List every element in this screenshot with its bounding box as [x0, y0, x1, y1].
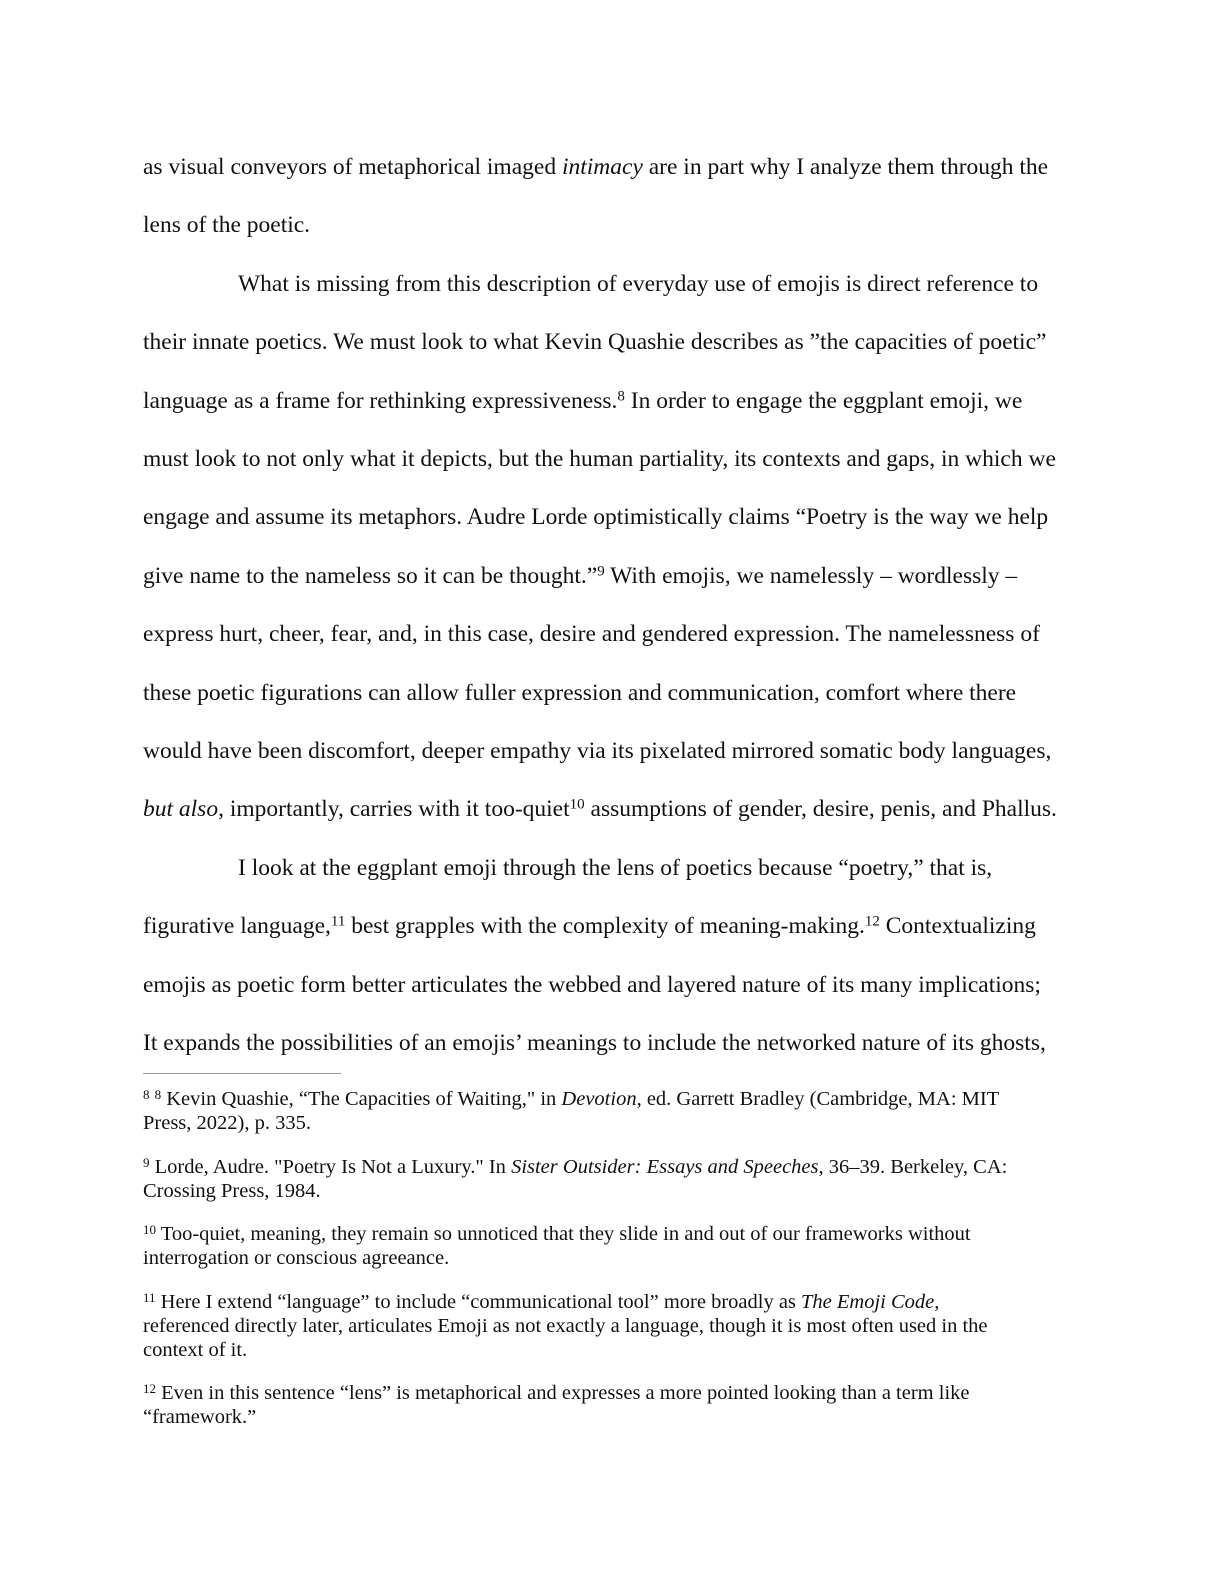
text-line: referenced directly later, articulates Emoji as not exactly a language, though it is most often used in the — [143, 1314, 988, 1337]
text-line: context of it. — [143, 1338, 248, 1361]
text-line: engage and assume its metaphors. Audre Lorde optimistically claims “Poetry is the way we help — [143, 504, 1049, 531]
footnote-separator — [143, 1073, 341, 1074]
text-run: give name to the nameless so it can be thought.” — [143, 562, 598, 589]
text-line — [143, 138, 1083, 196]
footnote-ref-9[interactable]: 9 — [597, 563, 605, 580]
text-run: as visual conveyors of metaphorical imaged — [143, 154, 562, 180]
text-line: these poetic figurations can allow fuller expression and communication, comfort where there — [143, 679, 1017, 706]
paragraph-3 — [143, 839, 1083, 1073]
text-run: Even in this sentence “lens” is metaphorical and expresses a more pointed looking than a term like — [156, 1382, 970, 1404]
text-line — [143, 1155, 1083, 1179]
footnote-12 — [143, 1381, 1083, 1429]
footnote-mark: 10 — [143, 1222, 156, 1238]
footnotes — [143, 1087, 1083, 1449]
text-line — [143, 1290, 1083, 1314]
footnote-mark: 8 — [154, 1087, 162, 1103]
italic-text: Sister Outsider: Essays and Speeches — [511, 1155, 819, 1178]
text-line — [143, 372, 1083, 430]
text-run: Lorde, Audre. "Poetry Is Not a Luxury." In — [149, 1155, 512, 1178]
footnote-mark: 11 — [143, 1289, 156, 1305]
paragraph-1 — [143, 138, 1083, 255]
text-line — [143, 780, 1083, 838]
italic-text: intimacy — [561, 154, 643, 180]
text-line — [143, 1087, 1083, 1111]
footnote-mark: 9 — [143, 1154, 150, 1170]
text-line: It expands the possibilities of an emojis’ meanings to include the networked nature of its ghosts, — [143, 1030, 1046, 1057]
text-run: best grapples with the complexity of meaning-making. — [345, 913, 865, 940]
text-run: language as a frame for rethinking expressiveness. — [143, 387, 618, 414]
text-line: I look at the eggplant emoji through the lens of poetics because “poetry,” that is, — [238, 854, 993, 881]
text-line: Press, 2022), p. 335. — [143, 1112, 311, 1134]
footnote-ref-10[interactable]: 10 — [569, 796, 585, 813]
text-line — [143, 547, 1083, 605]
text-line: would have been discomfort, deeper empathy via its pixelated mirrored somatic body languages, — [143, 738, 1052, 765]
text-line: lens of the poetic. — [143, 212, 311, 239]
text-run: , ed. Garrett Bradley (Cambridge, MA: MIT — [636, 1088, 1000, 1110]
text-run: figurative language, — [143, 913, 331, 940]
paragraph-2 — [143, 255, 1083, 839]
text-run: are in part why I analyze them through the — [642, 154, 1049, 180]
text-run: With emojis, we namelessly – wordlessly – — [604, 562, 1018, 589]
text-line: “framework.” — [143, 1406, 257, 1428]
text-run: , 36–39. Berkeley, CA: — [818, 1155, 1008, 1178]
text-run: Here I extend “language” to include “communicational tool” more broadly as — [155, 1290, 802, 1313]
footnote-8 — [143, 1087, 1083, 1135]
footnote-ref-11[interactable]: 11 — [330, 913, 346, 930]
text-line: their innate poetics. We must look to what Kevin Quashie describes as ”the capacities of poetic” — [143, 329, 1047, 356]
text-line — [143, 1222, 1083, 1246]
text-run: Too-quiet, meaning, they remain so unnoticed that they slide in and out of our frameworks without — [156, 1223, 971, 1245]
footnote-10 — [143, 1222, 1083, 1270]
text-line: must look to not only what it depicts, but the human partiality, its contexts and gaps, in which we — [143, 446, 1056, 473]
text-line: What is missing from this description of everyday use of emojis is direct reference to — [238, 270, 1039, 297]
footnote-mark: 12 — [143, 1381, 156, 1397]
footnote-9 — [143, 1155, 1083, 1203]
footnote-mark: 8 — [143, 1087, 150, 1103]
footnote-ref-8[interactable]: 8 — [617, 388, 625, 405]
text-line: express hurt, cheer, fear, and, in this case, desire and gendered expression. The namelessness of — [143, 621, 1040, 648]
text-line: Crossing Press, 1984. — [143, 1179, 321, 1202]
italic-text: Devotion — [561, 1088, 637, 1110]
text-run: assumptions of gender, desire, penis, and Phallus. — [584, 796, 1057, 823]
text-run: In order to engage the eggplant emoji, we — [624, 387, 1023, 414]
text-line: emojis as poetic form better articulates the webbed and layered nature of its many implications; — [143, 971, 1041, 998]
text-run: , importantly, carries with it too-quiet — [218, 796, 570, 823]
italic-text: but also — [143, 796, 219, 823]
text-line — [143, 1381, 1083, 1405]
footnote-11 — [143, 1290, 1083, 1362]
text-line: interrogation or conscious agreeance. — [143, 1247, 450, 1269]
footnote-ref-12[interactable]: 12 — [864, 913, 880, 930]
text-run: Kevin Quashie, “The Capacities of Waiting," in — [161, 1088, 562, 1110]
body-text — [143, 138, 1083, 1073]
text-run: Contextualizing — [879, 913, 1036, 940]
text-run: , — [934, 1290, 940, 1313]
italic-text: The Emoji Code — [801, 1290, 935, 1313]
text-line — [143, 897, 1083, 955]
